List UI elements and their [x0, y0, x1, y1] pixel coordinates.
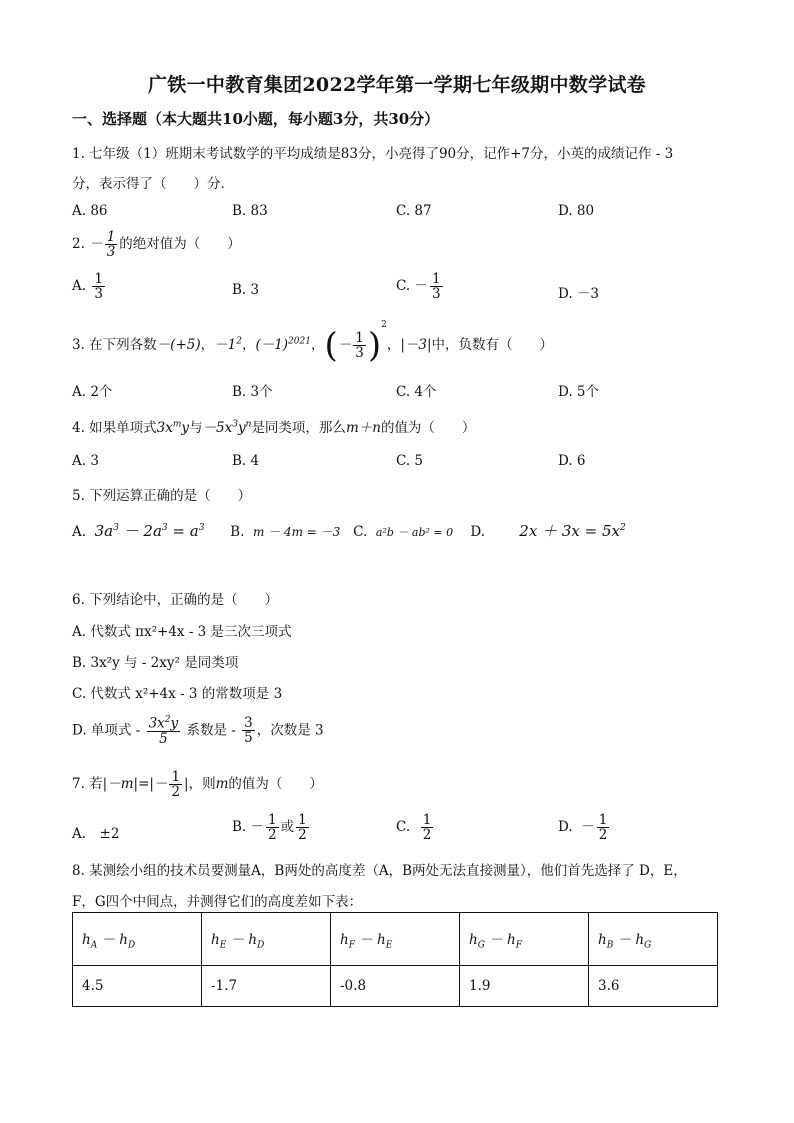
q4-option-c: C. 5 — [396, 453, 424, 469]
q3-option-b: B. 3个 — [232, 384, 273, 400]
q2-option-d: D. －3 — [558, 286, 600, 302]
q6-option-a: A. 代数式 πx²+4x - 3 是三次三项式 — [72, 624, 292, 640]
table-header-cell: $h_E - h_D$ — [202, 913, 331, 966]
q6-option-d: D. 单项式 - $\frac{3x^2y}{5}$ 系数是 - $\frac{3}{5}$ ，次数是 3 — [72, 715, 324, 747]
q1-option-a: A. 86 — [72, 203, 108, 219]
q4-stem: 4. 如果单项式$3x^my$与$-5x^3y^n$是同类项，那么m＋n的值为（ ） — [72, 419, 476, 436]
table-cell: -1.7 — [202, 966, 331, 1007]
q3-stem: 3. 在下列各数－(+5)，$-1^2$，$(-1)^{2021}$，(－ $\frac{1}{3}$ )$^2$，|－3|中，负数有（ ） — [72, 320, 554, 366]
fraction: $\frac{1}{3}$ — [106, 229, 116, 261]
q1-option-d: D. 80 — [558, 203, 595, 219]
q4-option-a: A. 3 — [72, 453, 99, 469]
q6-stem: 6. 下列结论中，正确的是（ ） — [72, 592, 279, 608]
table-cell: -0.8 — [331, 966, 460, 1007]
q7-stem: 7. 若|－m|=|－ $\frac{1}{2}$ |，则m的值为（ ） — [72, 769, 323, 801]
q8-line1: 8. 某测绘小组的技术员要测量A，B两处的高度差（A，B两处无法直接测量），他们首先选择了 D，E， — [72, 863, 687, 879]
q5-stem: 5. 下列运算正确的是（ ） — [72, 488, 252, 504]
height-difference-table — [72, 912, 718, 1007]
q1-option-c: C. 87 — [396, 203, 432, 219]
q1-line2: 分，表示得了（ ）分． — [72, 176, 234, 192]
q2-text: 的绝对值为（ ） — [119, 236, 241, 253]
q7-option-b: B. － $\frac{1}{2}$ 或 $\frac{1}{2}$ — [232, 812, 307, 844]
table-row — [73, 966, 718, 1007]
q7-option-c: C. $\frac{1}{2}$ — [396, 812, 432, 844]
q2-stem — [72, 230, 241, 259]
q4-option-b: B. 4 — [232, 453, 260, 469]
q2-option-a: A. $\frac{1}{3}$ — [72, 271, 103, 303]
q1-line1: 1. 七年级（1）班期末考试数学的平均成绩是83分，小亮得了90分，记作+7分，小英的成绩记作 - 3 — [72, 146, 674, 162]
q3-option-a: A. 2个 — [72, 384, 113, 400]
q2-option-c: C. － $\frac{1}{3}$ — [396, 271, 441, 303]
q7-option-a: A. ±2 — [72, 826, 120, 842]
q6-option-c: C. 代数式 x²+4x - 3 的常数项是 3 — [72, 686, 283, 702]
q2-expression: － $\frac{1}{3}$ — [89, 229, 116, 261]
section-heading: 一、选择题（本大题共10小题，每小题3分，共30分） — [72, 110, 440, 128]
q2-number: 2. — [72, 236, 85, 253]
table-cell: 1.9 — [460, 966, 589, 1007]
page-title: 广铁一中教育集团2022学年第一学期七年级期中数学试卷 — [148, 74, 646, 96]
q3-option-c: C. 4个 — [396, 384, 437, 400]
table-header-cell: $h_A - h_D$ — [73, 913, 202, 966]
q4-option-d: D. 6 — [558, 453, 586, 469]
q1-option-b: B. 83 — [232, 203, 268, 219]
q3-option-d: D. 5个 — [558, 384, 600, 400]
table-cell: 4.5 — [73, 966, 202, 1007]
table-header-cell: $h_B - h_G$ — [589, 913, 718, 966]
table-header-cell: $h_F - h_E$ — [331, 913, 460, 966]
q6-option-b: B. 3x²y 与 - 2xy² 是同类项 — [72, 655, 239, 671]
table-cell: 3.6 — [589, 966, 718, 1007]
q8-line2: F，G四个中间点，并测得它们的高度差如下表： — [72, 894, 363, 910]
q7-option-d: D. － $\frac{1}{2}$ — [558, 812, 608, 844]
table-header-row — [73, 913, 718, 966]
q5-options: A. $3a^3 - 2a^3 = a^3$ B. m － 4m = －3 C. a²b － ab² = 0 D. $2x + 3x = 5x^2$ — [72, 522, 626, 540]
q2-option-b: B. 3 — [232, 282, 260, 298]
table-header-cell: $h_G - h_F$ — [460, 913, 589, 966]
